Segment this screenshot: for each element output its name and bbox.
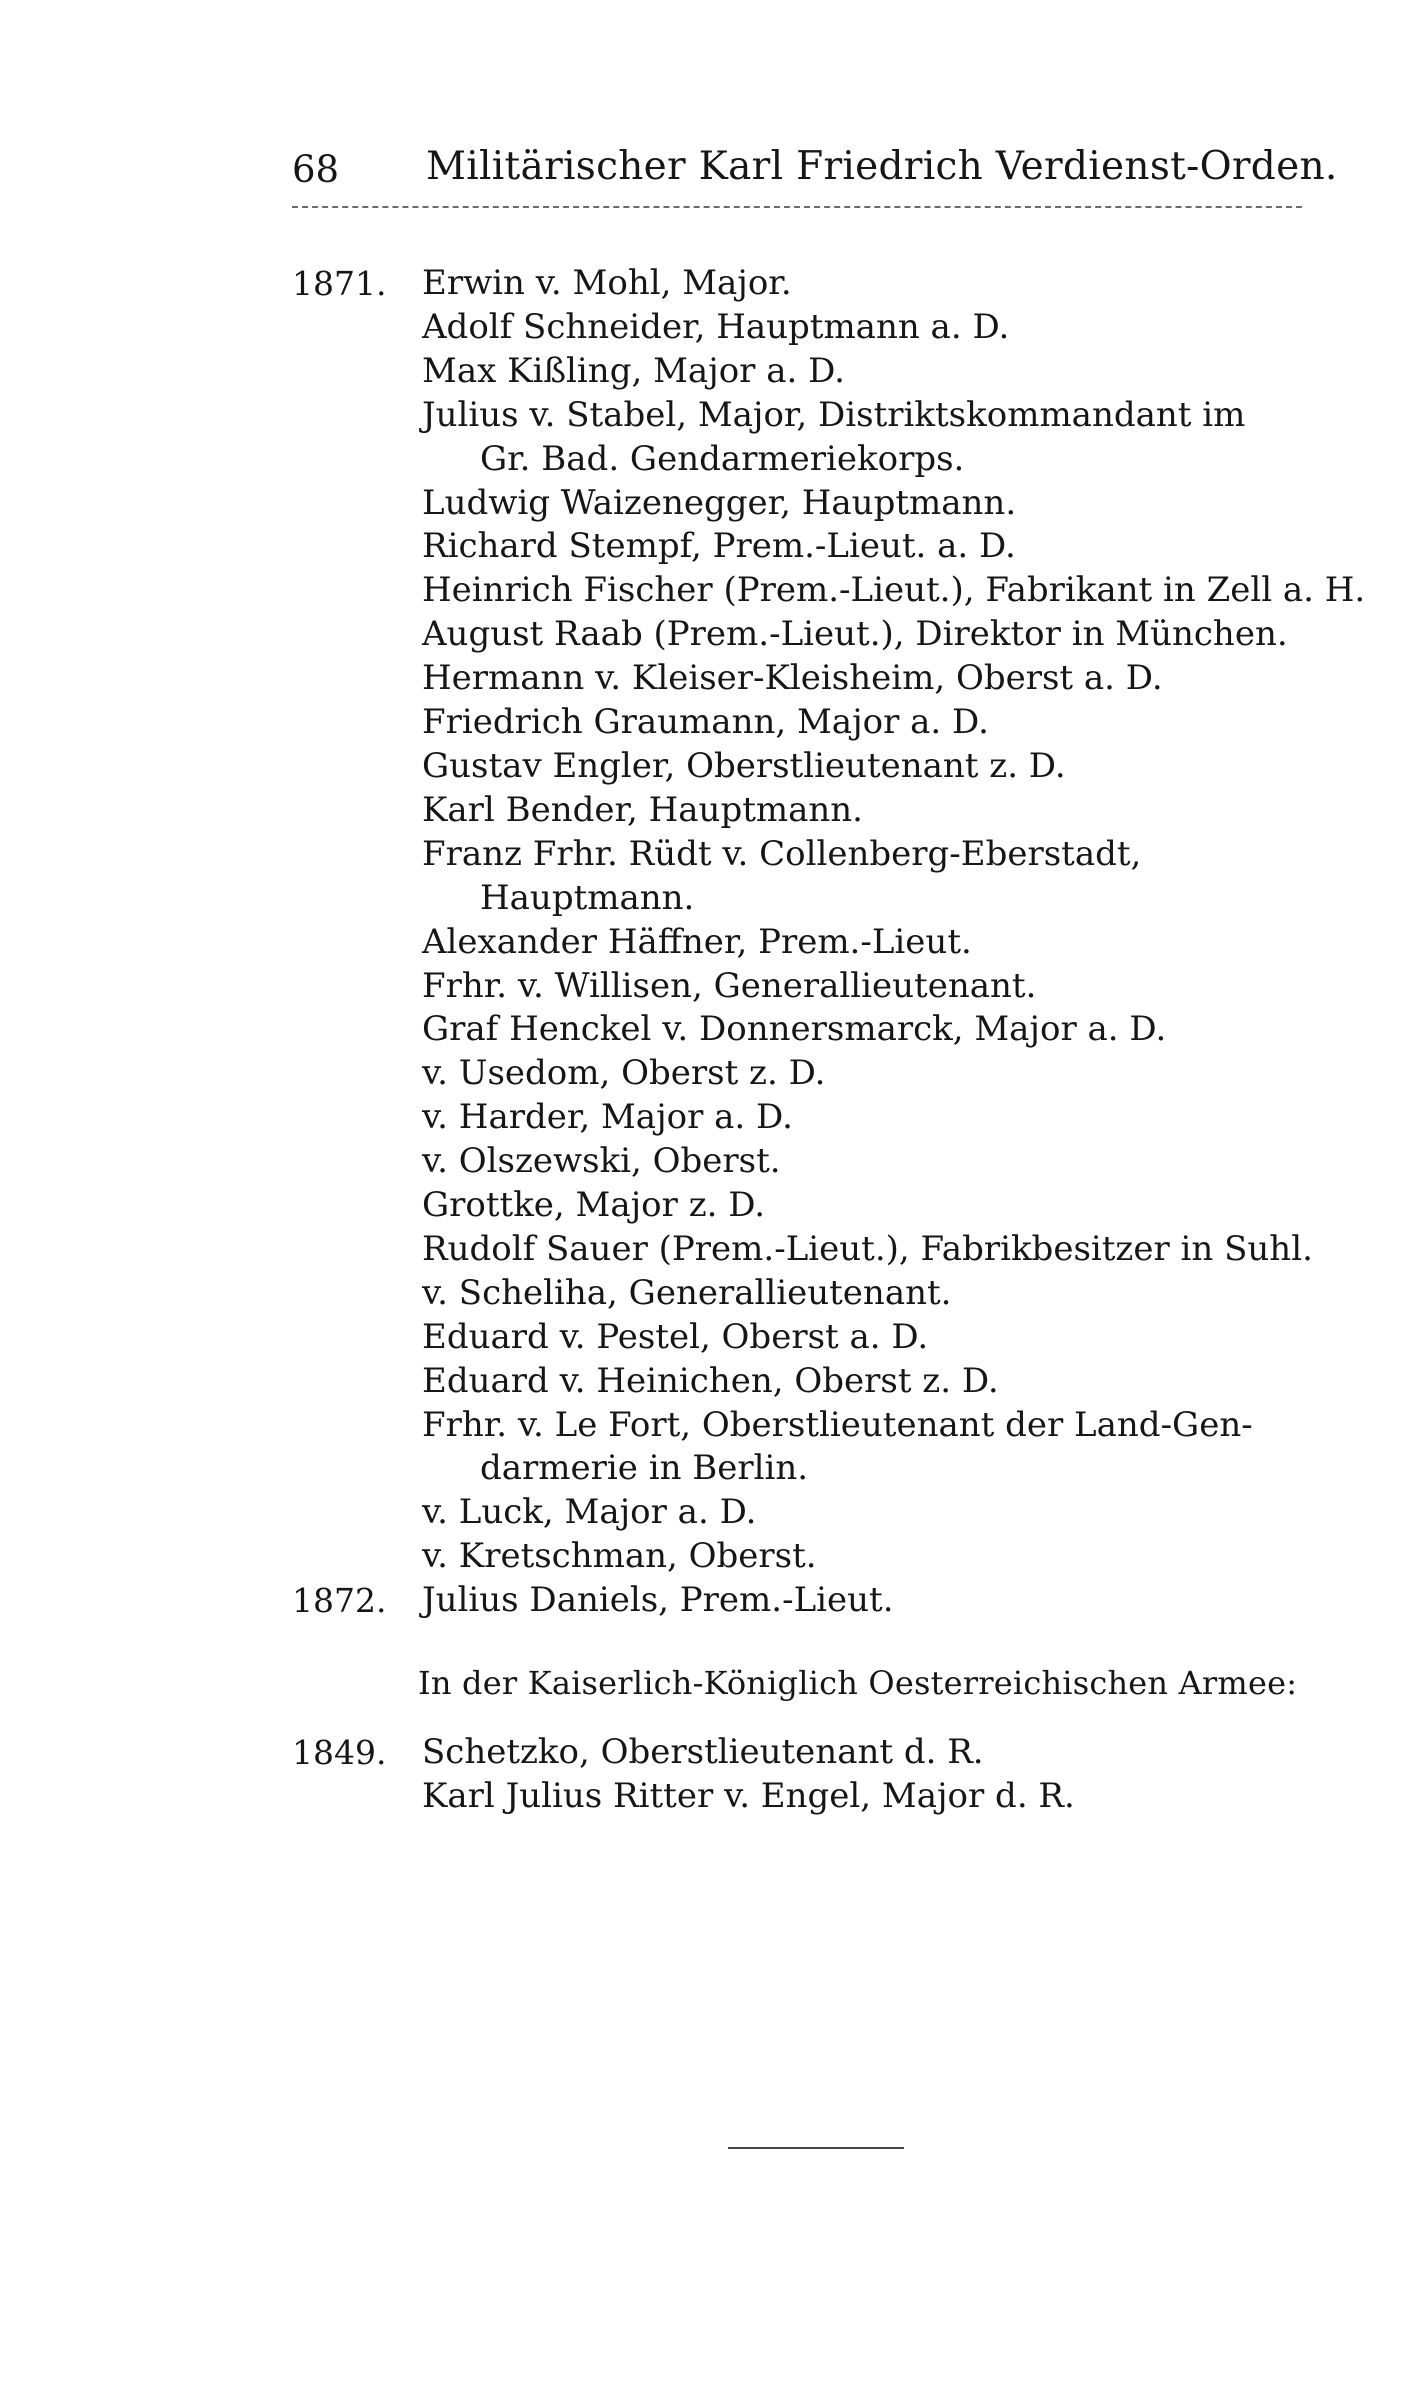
entry-text: Karl Julius Ritter v. Engel, Major d. R.	[422, 1776, 1075, 1816]
list-item	[292, 921, 1342, 965]
entry-text: Adolf Schneider, Hauptmann a. D.	[422, 306, 1010, 347]
entry-text: v. Luck, Major a. D.	[422, 1492, 757, 1533]
entry-text: Franz Frhr. Rüdt v. Collenberg-Eberstadt,	[422, 833, 1142, 874]
list-item	[292, 1775, 1342, 1819]
entry-year: 1871.	[292, 264, 387, 303]
list-item	[292, 1228, 1342, 1272]
entry-text: Frhr. v. Willisen, Generallieutenant.	[422, 965, 1037, 1006]
list-item	[292, 1316, 1342, 1360]
entry-text: Julius v. Stabel, Major, Distriktskommandant im	[422, 394, 1246, 435]
entry-text: v. Scheliha, Generallieutenant.	[422, 1272, 952, 1313]
entry-list	[292, 262, 1366, 1819]
list-item	[292, 613, 1342, 657]
entry-list-austrian-army	[292, 1731, 1342, 1819]
entry-text: Alexander Häffner, Prem.-Lieut.	[422, 921, 972, 962]
list-item	[292, 833, 1342, 921]
list-item	[292, 1404, 1342, 1492]
list-item	[292, 701, 1342, 745]
entry-text: Schetzko, Oberstlieutenant d. R.	[422, 1732, 984, 1773]
entry-year: 1849.	[292, 1733, 387, 1773]
entry-text: Graf Henckel v. Donnersmarck, Major a. D.	[422, 1009, 1167, 1050]
entry-text: Erwin v. Mohl, Major.	[422, 263, 792, 303]
list-item	[292, 306, 1342, 350]
list-item	[292, 1579, 1342, 1623]
entry-continuation: darmerie in Berlin.	[480, 1448, 809, 1489]
header-rule	[292, 206, 1302, 208]
list-item	[292, 1184, 1342, 1228]
entry-continuation: Hauptmann.	[480, 877, 695, 918]
list-item	[292, 350, 1342, 394]
list-item	[292, 1731, 1342, 1775]
entry-text: Ludwig Waizenegger, Hauptmann.	[422, 482, 1017, 523]
list-item	[292, 525, 1342, 569]
entry-text: v. Harder, Major a. D.	[422, 1097, 793, 1138]
list-item	[292, 1491, 1342, 1535]
list-item	[292, 965, 1342, 1009]
list-item	[292, 745, 1342, 789]
list-item	[292, 1008, 1342, 1052]
entry-text: Heinrich Fischer (Prem.-Lieut.), Fabrikant in Zell a. H.	[422, 570, 1366, 611]
running-title: Militärischer Karl Friedrich Verdienst-Orden.	[426, 144, 1338, 189]
list-item	[292, 569, 1366, 613]
list-item	[292, 1272, 1342, 1316]
entry-text: Grottke, Major z. D.	[422, 1185, 766, 1226]
list-item	[292, 1052, 1342, 1096]
list-item	[292, 1096, 1342, 1140]
list-item	[292, 789, 1342, 833]
entry-text: August Raab (Prem.-Lieut.), Direktor in München.	[422, 614, 1288, 655]
list-item	[292, 1140, 1342, 1184]
entry-text: v. Usedom, Oberst z. D.	[422, 1053, 826, 1094]
entry-text: Rudolf Sauer (Prem.-Lieut.), Fabrikbesitzer in Suhl.	[422, 1228, 1313, 1269]
entry-text: Gustav Engler, Oberstlieutenant z. D.	[422, 745, 1066, 786]
list-item	[292, 262, 1342, 306]
list-item	[292, 657, 1342, 701]
list-item	[292, 394, 1342, 482]
list-item	[292, 1360, 1342, 1404]
entry-text: v. Olszewski, Oberst.	[422, 1141, 781, 1182]
entry-text: Eduard v. Pestel, Oberst a. D.	[422, 1316, 929, 1357]
page-number: 68	[292, 148, 340, 191]
list-item	[292, 1535, 1342, 1579]
entry-text: Richard Stempf, Prem.-Lieut. a. D.	[422, 526, 1016, 567]
list-item	[292, 482, 1342, 526]
entry-text: Frhr. v. Le Fort, Oberstlieutenant der Land-Gen-	[422, 1404, 1253, 1445]
entry-continuation: Gr. Bad. Gendarmeriekorps.	[480, 438, 965, 479]
entry-list-army	[292, 262, 1366, 1623]
end-rule	[728, 2147, 904, 2149]
entry-text: Julius Daniels, Prem.-Lieut.	[422, 1580, 894, 1621]
entry-year: 1872.	[292, 1581, 387, 1621]
entry-text: Friedrich Graumann, Major a. D.	[422, 702, 989, 743]
entry-text: v. Kretschman, Oberst.	[422, 1536, 817, 1577]
entry-text: Hermann v. Kleiser-Kleisheim, Oberst a. D.	[422, 658, 1163, 699]
entry-text: Max Kißling, Major a. D.	[422, 350, 845, 391]
entry-text: Karl Bender, Hauptmann.	[422, 789, 863, 830]
section-heading: In der Kaiserlich-Königlich Oesterreichischen Armee:	[418, 1664, 1298, 1703]
entry-text: Eduard v. Heinichen, Oberst z. D.	[422, 1360, 999, 1401]
